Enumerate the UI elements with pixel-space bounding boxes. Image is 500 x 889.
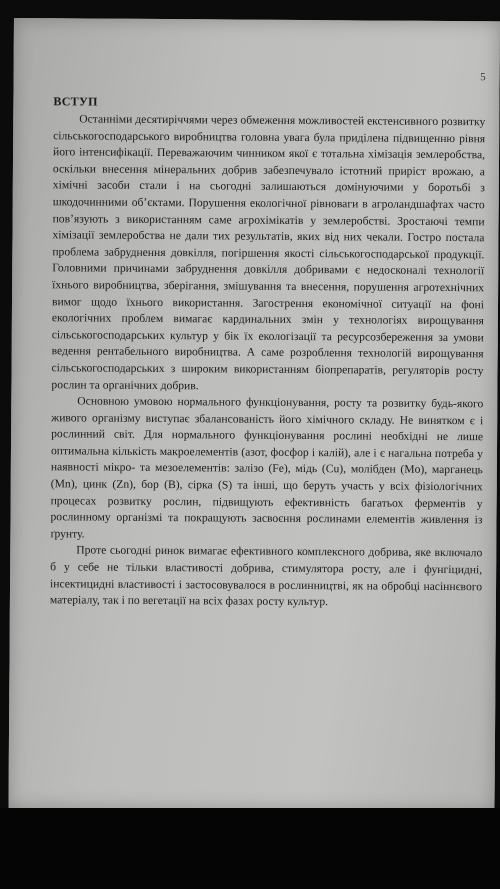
- body-text: [50, 111, 485, 612]
- paragraph-1: Останніми десятиріччями через обмеження можливостей екстенсивного розвитку сільськогосподарського виробництва головна увага була приділена підвищенню рівня його інтенсифікації. Переважаючим чинником якої є тотальна хімізація землеробства, оскільки внесення мінеральних добрив забезпечувало істотний приріст врожаю, а хімічні засоби стали і на сьогодні залишаються домінуючими у боротьбі з шкодочинними об’єктами. Порушення екологічної рівноваги в агроландшафтах часто пов’язують з використанням саме агрохімікатів у землеробстві. Зростаючі темпи хімізації землеробства не дали тих результатів, яких від них чекали. Гостро постала проблема забруднення довкілля, погіршення якості сільськогосподарської продукції. Головними причинами забруднення довкілля добривами є недосконалі технології їхнього виробництва, зберігання, змішування та внесення, порушення агротехнічних вимог щодо їхнього використання. Загострення економічної ситуації на фоні екологічних проблем вимагає кардинальних змін у технологіях вирощування сільськогосподарських культур у бік їх екологізації та ресурсозбереження за умови ведення рентабельного виробництва. А саме розроблення технологій вирощування сільськогосподарських з широким використанням біопрепаратів, регуляторів росту рослин та органічних добрив.: [51, 112, 486, 392]
- paragraph-2: Основною умовою нормального функціонування, росту та розвитку будь-якого живого організму виступає збалансованість його хімічного складу. Не винятком є і рослинний світ. Для нормального функціонування рослині необхідні не лише оптимальна кількість макроелементів (азот, фосфор і калій), але і є нагальна потреба у наявності мікро- та мезоелементів: залізо (Fe), мідь (Cu), молібден (Mo), марганець (Mn), цинк (Zn), бор (В), сірка (S) та інші, що беруть участь у всіх фізіологічних процесах розвитку рослин, підвищують ефективність багатьох ферментів у рослинному організмі та покращують засвоєння рослинами елементів живлення із ґрунту.: [50, 394, 484, 541]
- background-edge: [0, 808, 500, 889]
- document-page: [8, 18, 500, 811]
- section-heading: ВСТУП: [53, 94, 98, 109]
- page-number: 5: [480, 71, 486, 84]
- paragraph-3: Проте сьогодні ринок вимагає ефективного комплексного добрива, яке включало б у себе не тільки властивості добрива, стимулятора росту, але і фунгіцидні, інсектицидні властивості і застосовувалося в рослинництві, як на обробці насіннєвого матеріалу, так і по вегетації на всіх фазах росту культур.: [49, 543, 483, 609]
